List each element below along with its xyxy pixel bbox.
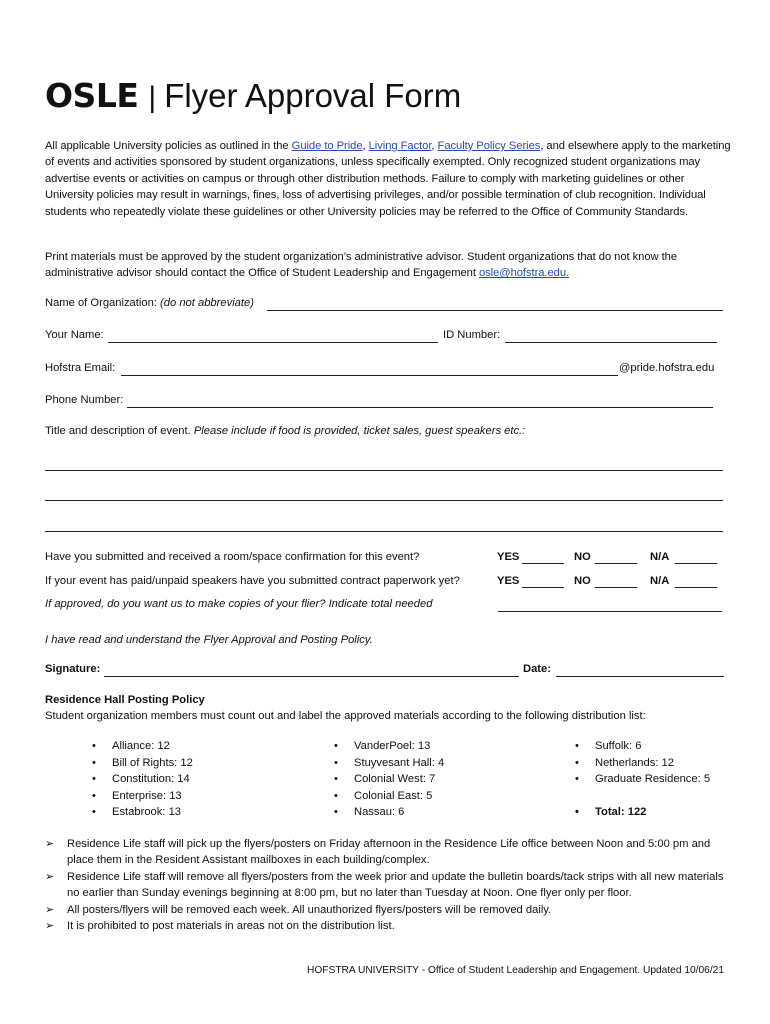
list-item: • Colonial West: 7	[334, 771, 444, 788]
event-description-line-3[interactable]	[45, 531, 723, 532]
list-item	[45, 869, 725, 902]
guide-to-pride-link[interactable]: Guide to Pride	[291, 140, 363, 152]
list-item: • Enterprise: 13	[92, 788, 193, 805]
distribution-list-col-2	[334, 738, 444, 821]
arrow-bullet-icon: ➢	[45, 838, 55, 850]
your-name-field[interactable]	[108, 342, 438, 343]
phone-number-field[interactable]	[127, 407, 713, 408]
advisor-paragraph	[45, 249, 735, 282]
list-item: • Netherlands: 12	[575, 755, 710, 772]
page-title	[45, 76, 461, 115]
q1-na-field[interactable]	[675, 563, 717, 564]
rule-text: Residence Life staff will pick up the flyers/posters on Friday afternoon in the Residence Life office between Noon and 5:00 pm and place them in the Resident Assistant mailboxes in each building/complex.	[67, 838, 711, 867]
org-name-label-text: Name of Organization:	[45, 297, 161, 309]
q1-yes-field[interactable]	[522, 563, 564, 564]
osle-email-link[interactable]: osle@hofstra.edu.	[478, 267, 570, 280]
list-item: • Nassau: 6	[334, 804, 444, 821]
list-item	[45, 918, 725, 934]
rule-text: It is prohibited to post materials in areas not on the distribution list.	[67, 920, 395, 933]
faculty-policy-series-link[interactable]: Faculty Policy Series	[437, 140, 541, 152]
date-field[interactable]	[556, 676, 724, 677]
list-item: • Bill of Rights: 12	[92, 755, 193, 772]
event-label-note: Please include if food is provided, ticket sales, guest speakers etc.:	[193, 425, 526, 437]
email-domain-suffix: @pride.hofstra.edu	[619, 362, 715, 374]
intro-comma-2: ,	[431, 140, 438, 152]
list-item: • Alliance: 12	[92, 738, 193, 755]
flier-copies-field[interactable]	[498, 611, 722, 612]
speaker-contract-question: If your event has paid/unpaid speakers have you submitted contract paperwork yet?	[45, 575, 460, 587]
event-description-label	[45, 425, 525, 437]
arrow-bullet-icon: ➢	[45, 903, 55, 916]
title-form-name: Flyer Approval Form	[164, 77, 462, 114]
living-factor-link[interactable]: Living Factor	[368, 140, 432, 152]
list-item	[45, 902, 725, 918]
hofstra-email-field[interactable]	[121, 375, 618, 376]
policy-acknowledgement: I have read and understand the Flyer Approval and Posting Policy.	[45, 634, 373, 646]
posting-rules-list	[45, 836, 725, 934]
org-name-note: (do not abbreviate)	[160, 297, 254, 309]
phone-number-label: Phone Number:	[45, 394, 124, 406]
list-item: • VanderPoel: 13	[334, 738, 444, 755]
date-label: Date:	[523, 663, 551, 675]
list-item: • Constitution: 14	[92, 771, 193, 788]
q1-no-field[interactable]	[595, 563, 637, 564]
org-name-field[interactable]	[267, 310, 723, 311]
q2-yes-label: YES	[497, 575, 520, 587]
room-confirmation-question: Have you submitted and received a room/space confirmation for this event?	[45, 551, 420, 563]
intro-text-rest: , and elsewhere apply to the marketing of events and activities sponsored by student organizations, unless specifically exempted. Only recognized student organizations may advertise events or activities on campus or through other distribution methods. Failure to comply with marketing guidelines or other University policies may result in warnings, fines, loss of advertising privileges, and/or possible termination of club recognition. Individual students who repeatedly violate these guidelines or other University policies may be referred to the Office of Community Standards.	[45, 140, 731, 218]
intro-comma-1: ,	[362, 140, 369, 152]
list-item: • Stuyvesant Hall: 4	[334, 755, 444, 772]
list-item: • Estabrook: 13	[92, 804, 193, 821]
hofstra-email-label: Hofstra Email:	[45, 362, 116, 374]
q2-yes-field[interactable]	[522, 587, 564, 588]
q2-no-label: NO	[574, 575, 591, 587]
list-item	[45, 836, 725, 869]
flier-copies-question: If approved, do you want us to make copies of your flier? Indicate total needed	[45, 598, 433, 610]
title-separator: |	[148, 81, 157, 114]
distribution-total	[575, 804, 646, 821]
distribution-list-col-3	[575, 738, 710, 788]
list-item: • Graduate Residence: 5	[575, 771, 710, 788]
arrow-bullet-icon: ➢	[45, 920, 55, 933]
q2-na-label: N/A	[650, 575, 670, 587]
page-footer: HOFSTRA UNIVERSITY - Office of Student Leadership and Engagement. Updated 10/06/21	[307, 965, 724, 976]
id-number-field[interactable]	[505, 342, 717, 343]
event-label-text: Title and description of event.	[45, 425, 194, 437]
event-description-line-2[interactable]	[45, 500, 723, 501]
distribution-total-value: • Total: 122	[575, 804, 646, 821]
id-number-label: ID Number:	[443, 329, 501, 341]
rule-text: Residence Life staff will remove all flyers/posters from the week prior and update the bulletin boards/tack strips with all new materials no earlier than Sunday evenings beginning at 8:00 pm, but no later than Tuesday at Noon. One flyer only per floor.	[67, 870, 724, 900]
q2-no-field[interactable]	[595, 587, 637, 588]
intro-paragraph	[45, 138, 735, 220]
residence-policy-heading: Residence Hall Posting Policy	[45, 694, 205, 706]
q1-no-label: NO	[574, 551, 591, 563]
q1-yes-label: YES	[497, 551, 520, 563]
intro-text-start: All applicable University policies as outlined in the	[45, 140, 292, 152]
residence-policy-intro: Student organization members must count out and label the approved materials according to the following distribution list:	[45, 710, 646, 722]
list-item: • Colonial East: 5	[334, 788, 444, 805]
your-name-label: Your Name:	[45, 329, 104, 341]
distribution-list-col-1	[92, 738, 193, 821]
title-org: OSLE	[45, 76, 139, 115]
list-item: • Suffolk: 6	[575, 738, 710, 755]
q1-na-label: N/A	[650, 551, 670, 563]
arrow-bullet-icon: ➢	[45, 870, 55, 883]
advisor-text: Print materials must be approved by the student organization’s administrative advisor. Student organizations that do not know the administrative advisor should contact the Office of Student Leadership and Engagement	[45, 251, 678, 280]
q2-na-field[interactable]	[675, 587, 717, 588]
event-description-line-1[interactable]	[45, 470, 723, 471]
rule-text: All posters/flyers will be removed each week. All unauthorized flyers/posters will be removed daily.	[67, 903, 552, 916]
signature-label: Signature:	[45, 663, 101, 675]
signature-field[interactable]	[104, 676, 519, 677]
org-name-label	[45, 297, 254, 309]
